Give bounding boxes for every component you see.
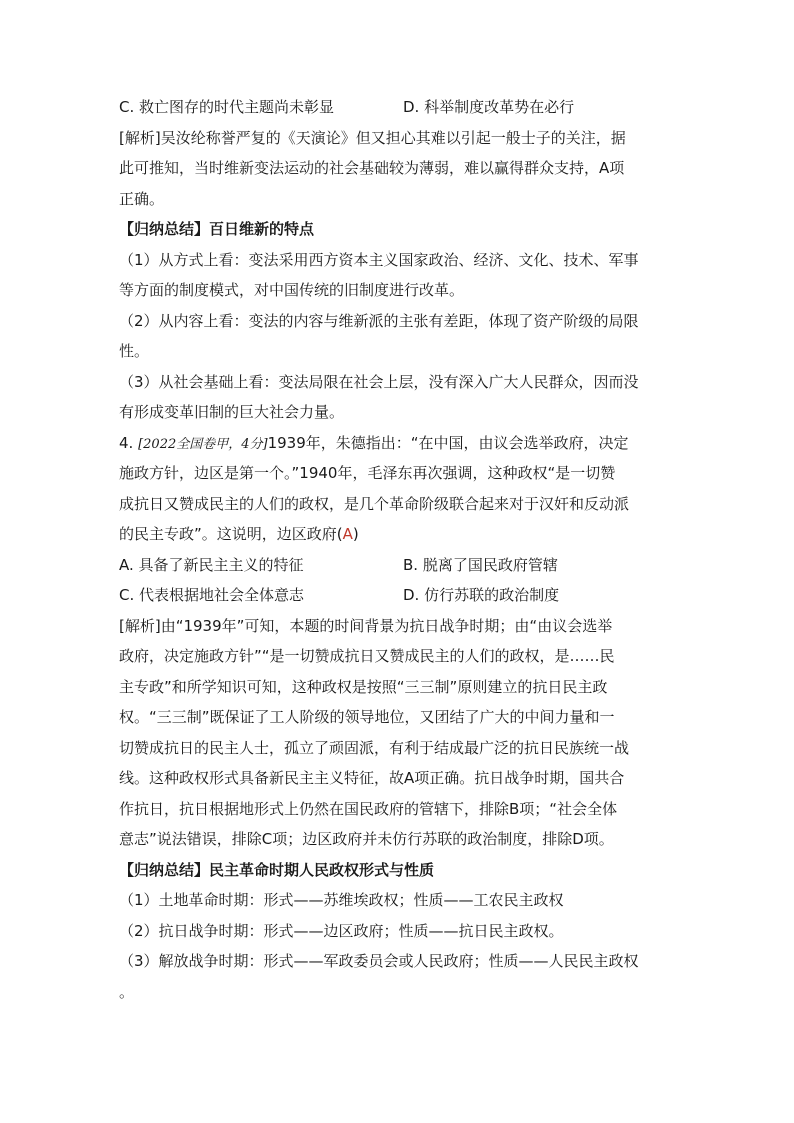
q4-stem-line	[119, 519, 679, 550]
summary-line: 性。	[119, 342, 150, 360]
summary-heading: 【归纳总结】百日维新的特点	[119, 220, 315, 238]
document-page	[119, 92, 679, 1007]
q3-option-c: C. 救亡图存的时代主题尚未彰显	[119, 98, 335, 116]
summary-line: （2）抗日战争时期：形式——边区政府；性质——抗日民主政权。	[119, 921, 564, 940]
q3-analysis-line: [解析]吴汝纶称誉严复的《天演论》但又担心其难以引起一般士子的关注，据	[119, 128, 626, 147]
q4-number: 4.	[119, 433, 134, 452]
q4-analysis-line: 切赞成抗日的民主人士，孤立了顽固派，有利于结成最广泛的抗日民族统一战	[119, 738, 630, 757]
q3-options-cd	[119, 92, 679, 123]
q4-stem-text: 1939年，朱德指出：“在中国，由议会选举政府，决定	[267, 433, 629, 452]
q4-analysis-line: 政府，决定施政方针”“是一切赞成抗日又赞成民主的人们的政权，是……民	[119, 647, 615, 665]
summary-line: （3）从社会基础上看：变法局限在社会上层，没有深入广大人民群众，因而没	[119, 372, 639, 391]
q4-analysis-line: 权。“三三制”既保证了工人阶级的领导地位，又团结了广大的中间力量和一	[119, 708, 615, 726]
q4-analysis-line: 主专政”和所学知识可知，这种政权是按照“三三制”原则建立的抗日民主政	[119, 677, 608, 696]
q4-options-ab	[119, 550, 679, 581]
summary-line: 有形成变革旧制的巨大社会力量。	[119, 403, 345, 421]
q4-stem-text: 的民主专政”。这说明，边区政府(	[119, 525, 343, 543]
q4-analysis-line: 作抗日，抗日根据地形式上仍然在国民政府的管辖下，排除B项；“社会全体	[119, 799, 618, 818]
q4-stem-line	[119, 428, 679, 459]
q4-source: [2022全国卷甲，4分]	[138, 436, 268, 452]
summary-line: 。	[119, 982, 135, 1001]
q3-analysis	[119, 123, 679, 215]
q3-analysis-line: 此可推知，当时维新变法运动的社会基础较为薄弱，难以赢得群众支持，A项	[119, 159, 625, 177]
summary-regime-forms	[119, 855, 679, 1008]
q4-option-d: D. 仿行苏联的政治制度	[403, 586, 560, 604]
q4-stem-line: 施政方针，边区是第一个。”1940年，毛泽东再次强调，这种政权“是一切赞	[119, 464, 616, 482]
summary-line: （1）从方式上看：变法采用西方资本主义国家政治、经济、文化、技术、军事	[119, 250, 639, 269]
q4-analysis-line: [解析]由“1939年”可知，本题的时间背景为抗日战争时期；由“由议会选举	[119, 616, 613, 635]
summary-reform-features	[119, 214, 679, 428]
summary-line: （2）从内容上看：变法的内容与维新派的主张有差距，体现了资产阶级的局限	[119, 311, 639, 330]
summary-line: （1）土地革命时期：形式——苏维埃政权；性质——工农民主政权	[119, 891, 564, 909]
q3-analysis-line: 正确。	[119, 189, 165, 208]
q4-stem-text: )	[352, 525, 359, 543]
summary-line: 等方面的制度模式，对中国传统的旧制度进行改革。	[119, 281, 465, 299]
q4-analysis	[119, 611, 679, 855]
q3-option-d: D. 科举制度改革势在必行	[403, 98, 575, 116]
q4-answer: A	[342, 525, 353, 543]
q4-analysis-line: 线。这种政权形式具备新民主主义特征，故A项正确。抗日战争时期，国共合	[119, 769, 625, 787]
q4-stem-line: 成抗日又赞成民主的人们的政权，是几个革命阶级联合起来对于汉奸和反动派	[119, 494, 630, 513]
summary-line: （3）解放战争时期：形式——军政委员会或人民政府；性质——人民民主政权	[119, 952, 639, 970]
q4-option-a: A. 具备了新民主主义的特征	[119, 555, 304, 574]
q4-analysis-line: 意志”说法错误，排除C项；边区政府并未仿行苏联的政治制度，排除D项。	[119, 830, 614, 848]
q4-options-cd	[119, 580, 679, 611]
summary-heading: 【归纳总结】民主革命时期人民政权形式与性质	[119, 860, 435, 879]
q4-option-b: B. 脱离了国民政府管辖	[403, 555, 558, 574]
question-4	[119, 428, 679, 855]
q4-option-c: C. 代表根据地社会全体意志	[119, 586, 305, 604]
